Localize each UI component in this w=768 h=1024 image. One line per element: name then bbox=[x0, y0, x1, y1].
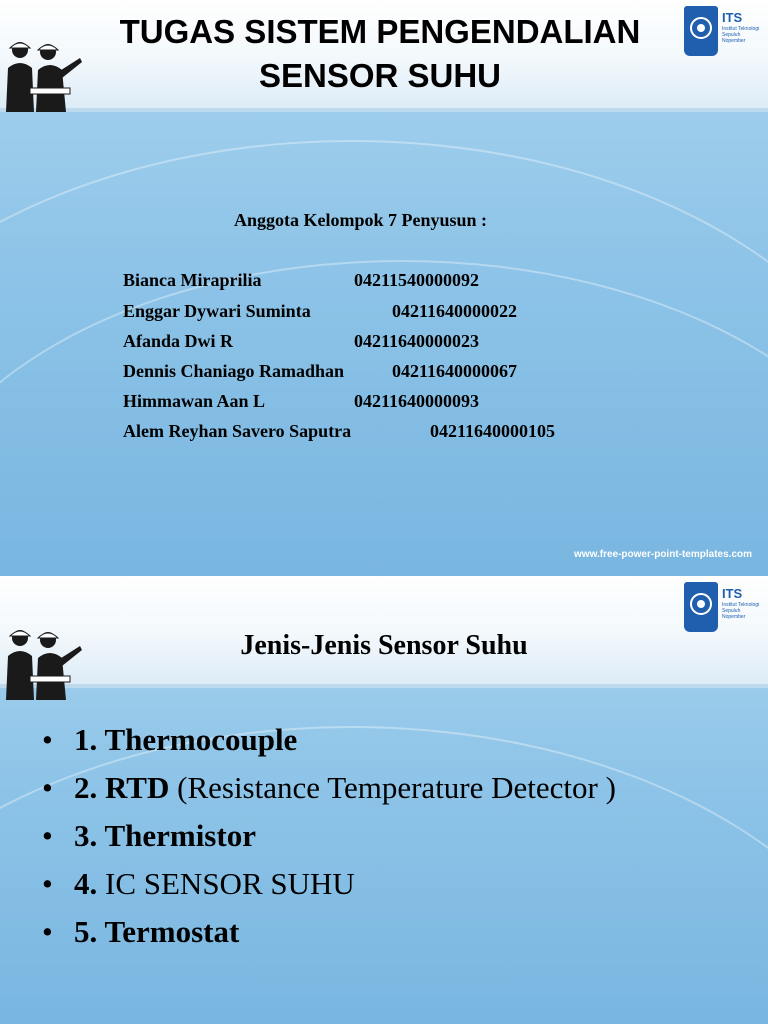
its-shield-icon bbox=[684, 582, 718, 632]
members-heading: Anggota Kelompok 7 Penyusun : bbox=[234, 210, 488, 230]
member-name: Afanda Dwi R bbox=[123, 331, 234, 351]
bullet-icon: • bbox=[42, 866, 53, 901]
item-bold: 2. RTD bbox=[74, 770, 170, 805]
banner-edge bbox=[0, 684, 768, 688]
its-logo bbox=[684, 6, 768, 66]
bullet-icon: • bbox=[42, 818, 53, 853]
slide-1-title bbox=[80, 10, 680, 98]
item-rest: IC SENSOR SUHU bbox=[105, 866, 355, 901]
member-name: Alem Reyhan Savero Saputra bbox=[123, 421, 352, 441]
member-row bbox=[123, 361, 518, 382]
template-footer-url: www.free-power-point-templates.com bbox=[574, 549, 752, 560]
member-row bbox=[123, 270, 480, 291]
member-nim: 04211640000105 bbox=[430, 421, 556, 441]
member-row bbox=[123, 421, 556, 442]
list-item bbox=[42, 908, 616, 956]
member-row bbox=[123, 301, 518, 322]
member-nim: 04211640000093 bbox=[354, 391, 480, 411]
member-row bbox=[123, 331, 480, 352]
member-name: Dennis Chaniago Ramadhan bbox=[123, 361, 345, 381]
list-item bbox=[42, 764, 616, 812]
bullet-icon: • bbox=[42, 770, 53, 805]
item-bold: 3. Thermistor bbox=[74, 818, 256, 853]
member-name: Enggar Dywari Suminta bbox=[123, 301, 311, 321]
member-nim: 04211640000067 bbox=[392, 361, 518, 381]
its-logo-subtitle: Institut Teknologi Sepuluh Nopember bbox=[722, 602, 760, 620]
member-nim: 04211540000092 bbox=[354, 270, 480, 290]
its-logo-text: ITS bbox=[722, 586, 743, 601]
its-shield-icon bbox=[684, 6, 718, 56]
workers-illustration bbox=[0, 28, 82, 112]
list-item bbox=[42, 812, 616, 860]
item-rest: (Resistance Temperature Detector ) bbox=[169, 770, 616, 805]
list-item bbox=[42, 716, 616, 764]
bullet-icon: • bbox=[42, 914, 53, 949]
its-logo-text: ITS bbox=[722, 10, 743, 25]
item-bold: 1. Thermocouple bbox=[74, 722, 298, 757]
member-row bbox=[123, 391, 480, 412]
its-logo-subtitle: Institut Teknologi Sepuluh Nopember bbox=[722, 26, 760, 44]
banner-edge bbox=[0, 108, 768, 112]
member-nim: 04211640000022 bbox=[392, 301, 518, 321]
item-bold: 5. Termostat bbox=[74, 914, 240, 949]
sensor-type-list bbox=[42, 716, 616, 956]
title-line-2: SENSOR SUHU bbox=[258, 57, 502, 94]
member-name: Himmawan Aan L bbox=[123, 391, 266, 411]
list-item bbox=[42, 860, 616, 908]
title-line-1: TUGAS SISTEM PENGENDALIAN bbox=[119, 13, 641, 50]
workers-illustration bbox=[0, 616, 82, 700]
slide-2-title: Jenis-Jenis Sensor Suhu bbox=[240, 630, 528, 661]
bullet-icon: • bbox=[42, 722, 53, 757]
member-name: Bianca Miraprilia bbox=[123, 270, 262, 290]
its-logo bbox=[684, 582, 768, 642]
item-bold: 4. bbox=[74, 866, 105, 901]
slide-2 bbox=[0, 576, 768, 1024]
member-nim: 04211640000023 bbox=[354, 331, 480, 351]
